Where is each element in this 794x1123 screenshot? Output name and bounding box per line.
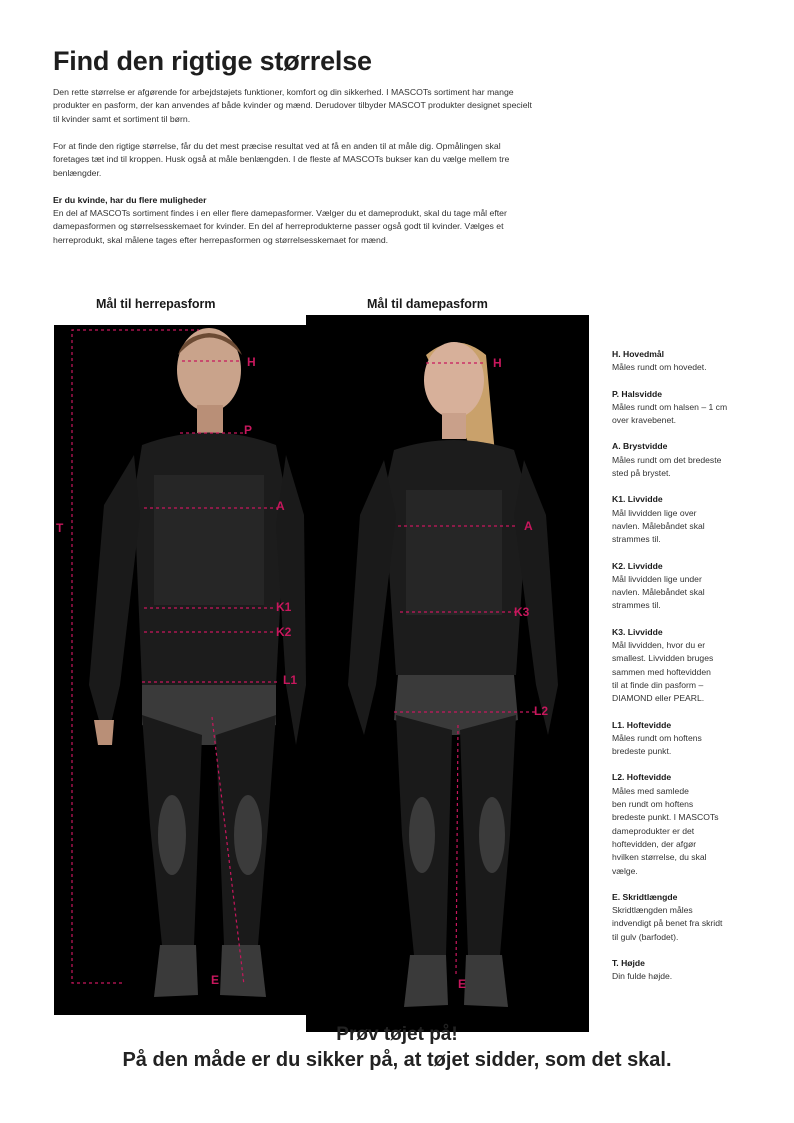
intro-paragraph-1: Den rette størrelse er afgørende for arbejdstøjets funktioner, komfort og din sikkerhed. I MASCOTs sortiment har mange produkter en pasform, der kan anvendes af både kvinder og mænd. Derudover tilbyder MASCOT produkter designet specielt til kvinder samt et sortiment til børn.: [53, 87, 532, 124]
women-figure-illustration: [306, 315, 589, 1032]
legend-text: Måles rundt om det bredeste sted på brystet.: [612, 454, 722, 479]
legend-item-a: [612, 440, 762, 480]
marker-t: T: [56, 521, 64, 535]
intro-paragraph-2: For at finde den rigtige størrelse, får du det mest præcise resultat ved at få en anden til at måle dig. Opmålingen skal foretages tæt ind til kroppen. Husk også at måle benlængden. I de fleste af MASCOTs bukser kan du vælge mellem tre benlængder.: [53, 141, 510, 178]
legend-item-h: [612, 348, 762, 375]
legend-heading: L1. Hoftevidde: [612, 719, 672, 730]
legend-heading: H. Hovedmål: [612, 349, 665, 359]
legend-item-e: [612, 891, 762, 944]
legend-text: Mål livvidden lige under navlen. Målebåndet skal strammes til.: [612, 573, 705, 611]
legend-item-l1: [612, 719, 762, 759]
legend-text: Din fulde højde.: [612, 971, 673, 982]
marker-e: E: [211, 973, 220, 987]
men-figure-label: Mål til herrepasform: [96, 297, 216, 311]
footer-subline: På den måde er du sikker på, at tøjet sidder, som det skal.: [122, 1049, 672, 1071]
women-subheading: Er du kvinde, har du flere muligheder: [53, 195, 207, 205]
legend-item-t: [612, 957, 762, 984]
marker-a: A: [524, 519, 533, 533]
legend-text: Måles rundt om hovedet.: [612, 362, 707, 373]
legend-text: Skridtlængden måles indvendigt på benet fra skridt til gulv (barfodet).: [612, 905, 723, 942]
page-title: Find den rigtige størrelse: [53, 46, 372, 76]
footer-headline: Prøv tøjet på!: [336, 1024, 458, 1045]
women-figure-label: Mål til damepasform: [367, 297, 488, 311]
marker-k3: K3: [514, 605, 530, 619]
marker-e: E: [458, 977, 467, 991]
women-measurement-photo: [306, 315, 589, 1032]
men-figure-illustration: [54, 325, 306, 1015]
legend-text: Måles med samlede ben rundt om hoftens bredeste punkt. I MASCOTs dameprodukter er det hoftevidden, der afgør hvilken størrelse, du skal vælge.: [612, 785, 719, 876]
marker-l2: L2: [534, 704, 549, 718]
marker-h: H: [493, 356, 502, 370]
legend-heading: A. Brystvidde: [612, 441, 668, 452]
legend-heading: L2. Hoftevidde: [612, 772, 672, 783]
legend-item-k1: [612, 493, 762, 546]
legend-item-k2: [612, 560, 762, 613]
legend-text: Mål livvidden lige over navlen. Målebåndet skal strammes til.: [612, 507, 705, 545]
legend-text: Mål livvidden, hvor du er smallest. Livvidden bruges sammen med hoftevidden til at finde din pasform – DIAMOND eller PEARL.: [612, 640, 714, 704]
marker-p: P: [244, 423, 253, 437]
men-measurement-photo: [54, 325, 306, 1015]
legend-heading: P. Halsvidde: [612, 388, 662, 399]
legend-text: Måles rundt om hoftens bredeste punkt.: [612, 732, 702, 757]
marker-h: H: [247, 355, 256, 369]
marker-k1: K1: [276, 600, 292, 614]
legend-item-l2: [612, 771, 762, 877]
legend-heading: T. Højde: [612, 957, 645, 968]
marker-l1: L1: [283, 673, 298, 687]
intro-paragraph-3: En del af MASCOTs sortiment findes i en eller flere damepasformer. Vælger du et dameprodukt, skal du tage mål efter damepasformen og størrelsesskemaet for kvinder. En del af herreprodukterne passer også godt til kvinder. Vælges et herreprodukt, skal målene tages efter herrepasformen og størrelsesskemaet for mænd.: [53, 208, 507, 245]
legend-item-k3: [612, 626, 762, 706]
measurement-legend: [612, 348, 762, 997]
legend-item-p: [612, 388, 762, 428]
marker-k2: K2: [276, 625, 292, 639]
legend-heading: K2. Livvidde: [612, 560, 663, 571]
marker-a: A: [276, 499, 285, 513]
legend-heading: K3. Livvidde: [612, 626, 663, 637]
legend-heading: E. Skridtlængde: [612, 891, 678, 902]
legend-text: Måles rundt om halsen – 1 cm over kravebenet.: [612, 401, 728, 426]
legend-heading: K1. Livvidde: [612, 494, 663, 505]
